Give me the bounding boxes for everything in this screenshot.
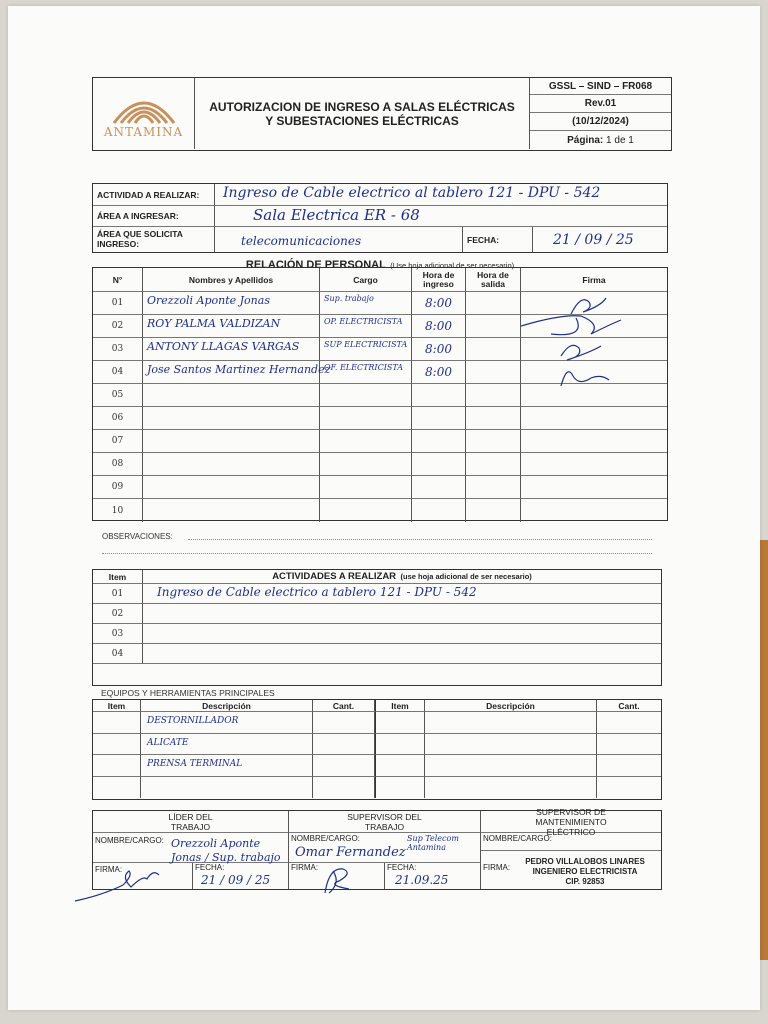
solicita-label	[93, 227, 215, 252]
mant-nombre-cell[interactable]	[481, 833, 661, 851]
actividades-title-note: (use hoja adicional de ser necesario)	[400, 572, 532, 581]
engineer-stamp	[515, 857, 655, 887]
personal-ingreso-cell[interactable]	[412, 430, 466, 453]
company-logo	[93, 78, 195, 149]
personal-name-cell[interactable]: ROY PALMA VALDIZAN	[143, 315, 320, 338]
title-line-1: AUTORIZACION DE INGRESO A SALAS ELÉCTRICAS	[209, 99, 515, 114]
col-nombres: Nombres y Apellidos	[143, 268, 320, 292]
lider-nombre-value: Orezzoli Aponte Jonas / Sup. trabajo	[171, 837, 281, 864]
table-row	[93, 734, 661, 756]
personal-firma-cell[interactable]	[521, 499, 667, 522]
lider-firma-cell[interactable]	[93, 863, 193, 889]
equipo-left-description[interactable]: PRENSA TERMINAL	[141, 755, 313, 777]
personal-n-cell: 05	[93, 384, 143, 407]
personal-n-cell: 03	[93, 338, 143, 361]
solicita-label-2: INGRESO:	[97, 239, 140, 249]
personal-cargo-cell[interactable]	[320, 430, 412, 453]
actividad-value[interactable]: Ingreso de Cable electrico al tablero 121 - DPU - 542	[215, 184, 667, 206]
personal-cargo-cell[interactable]: OF. ELECTRICISTA	[320, 361, 412, 384]
table-row	[93, 712, 661, 734]
actividad-label: ACTIVIDAD A REALIZAR:	[93, 184, 215, 206]
table-row	[93, 407, 667, 430]
personal-cargo-cell[interactable]	[320, 499, 412, 522]
equipo-right-cant[interactable]	[597, 712, 661, 734]
actividad-description[interactable]: Ingreso de Cable electrico a tablero 121 - DPU - 542	[143, 584, 661, 604]
lider-fecha-cell[interactable]	[193, 863, 289, 889]
solicita-label-1: ÁREA QUE SOLICITA	[97, 229, 183, 239]
personal-n-cell: 04	[93, 361, 143, 384]
personal-cargo-cell[interactable]: SUP ELECTRICISTA	[320, 338, 412, 361]
table-row	[93, 755, 661, 777]
actividades-title-text: ACTIVIDADES A REALIZAR	[272, 571, 397, 582]
personal-salida-cell[interactable]	[466, 292, 521, 315]
actividad-item-number: 04	[93, 644, 143, 664]
personal-ingreso-cell[interactable]	[412, 476, 466, 499]
personal-name-cell[interactable]	[143, 499, 320, 522]
equipo-right-description[interactable]	[425, 712, 597, 734]
equipo-left-item[interactable]	[93, 734, 141, 756]
lider-fecha-value: 21 / 09 / 25	[201, 873, 271, 887]
personal-n-cell: 09	[93, 476, 143, 499]
supervisor-fecha-value: 21.09.25	[395, 873, 449, 887]
personal-n-cell: 10	[93, 499, 143, 522]
personal-ingreso-cell[interactable]	[412, 384, 466, 407]
title-line-2: Y SUBESTACIONES ELÉCTRICAS	[265, 113, 459, 128]
form-revision: Rev.01	[530, 95, 671, 113]
supervisor-nombre-cell[interactable]	[289, 833, 481, 863]
list-item	[93, 644, 661, 664]
personal-name-cell[interactable]: Jose Santos Martinez Hernandez	[143, 361, 320, 384]
personal-salida-cell[interactable]	[466, 315, 521, 338]
col-ingreso: Hora de ingreso	[412, 268, 466, 292]
personal-firma-cell[interactable]	[521, 407, 667, 430]
supervisor-nombre-label: NOMBRE/CARGO:	[291, 834, 360, 843]
personal-cargo-cell[interactable]	[320, 476, 412, 499]
company-name: ANTAMINA	[103, 124, 184, 139]
firmas-table	[92, 806, 662, 890]
personal-ingreso-cell[interactable]	[412, 453, 466, 476]
equipos-left-desc-header: Descripción	[141, 700, 313, 712]
equipos-left-item-header: Item	[93, 700, 141, 712]
personal-salida-cell[interactable]	[466, 499, 521, 522]
observaciones-line-1[interactable]	[188, 539, 652, 540]
personal-firma-cell[interactable]	[521, 430, 667, 453]
equipo-left-item[interactable]	[93, 712, 141, 734]
area-label: ÁREA A INGRESAR:	[93, 206, 215, 227]
mountain-logo-icon	[109, 89, 179, 125]
personal-salida-cell[interactable]	[466, 476, 521, 499]
equipo-right-item[interactable]	[375, 734, 425, 756]
personal-title-text: RELACIÓN DE PERSONAL	[245, 259, 386, 271]
actividad-description[interactable]	[143, 624, 661, 644]
fecha-value[interactable]: 21 / 09 / 25	[553, 232, 634, 248]
supervisor-cargo-value: Sup Telecom Antamina	[407, 834, 459, 852]
table-row	[93, 476, 667, 499]
equipo-left-cant[interactable]	[313, 755, 375, 777]
personal-name-cell[interactable]	[143, 476, 320, 499]
col-cargo: Cargo	[320, 268, 412, 292]
col-salida: Hora de salida	[466, 268, 521, 292]
equipo-left-description[interactable]: DESTORNILLADOR	[141, 712, 313, 734]
equipos-right-desc-header: Descripción	[425, 700, 597, 712]
equipos-right-cant-header: Cant.	[597, 700, 661, 712]
personal-name-cell[interactable]	[143, 407, 320, 430]
equipos-table	[92, 699, 662, 800]
equipo-left-description[interactable]	[141, 777, 313, 799]
equipo-left-cant[interactable]	[313, 734, 375, 756]
personal-salida-cell[interactable]	[466, 407, 521, 430]
list-item	[93, 624, 661, 644]
mant-nombre-label: NOMBRE/CARGO:	[483, 834, 552, 843]
personal-ingreso-cell[interactable]: 8:00	[412, 292, 466, 315]
personal-n-cell: 01	[93, 292, 143, 315]
personal-ingreso-cell[interactable]: 8:00	[412, 338, 466, 361]
personal-n-cell: 08	[93, 453, 143, 476]
lider-signature	[73, 865, 193, 905]
personal-ingreso-cell[interactable]	[412, 499, 466, 522]
activity-info	[92, 183, 668, 253]
equipo-right-cant[interactable]	[597, 755, 661, 777]
observaciones-label: OBSERVACIONES:	[102, 532, 173, 541]
supervisor-nombre-value: Omar Fernandez	[295, 845, 406, 860]
table-row	[93, 453, 667, 476]
supervisor-firma-label: FIRMA:	[291, 863, 319, 872]
equipo-right-item[interactable]	[375, 712, 425, 734]
col-firma: Firma	[521, 268, 667, 292]
personal-name-cell[interactable]	[143, 453, 320, 476]
equipo-right-item[interactable]	[375, 755, 425, 777]
actividades-title	[143, 570, 661, 584]
personal-salida-cell[interactable]	[466, 384, 521, 407]
equipo-left-cant[interactable]	[313, 777, 375, 799]
personal-firma-cell[interactable]	[521, 453, 667, 476]
supervisor-mant-title: SUPERVISOR DE MANTENIMIENTO ELÉCTRICO	[481, 811, 661, 833]
personal-cargo-cell[interactable]	[320, 453, 412, 476]
personal-salida-cell[interactable]	[466, 338, 521, 361]
stamp-title: INGENIERO ELECTRICISTA	[532, 867, 638, 876]
personal-cargo-cell[interactable]	[320, 407, 412, 430]
personal-firma-cell[interactable]	[521, 476, 667, 499]
equipos-rows	[93, 712, 661, 799]
personal-ingreso-cell[interactable]	[412, 407, 466, 430]
equipo-right-description[interactable]	[425, 734, 597, 756]
equipo-right-description[interactable]	[425, 777, 597, 799]
personal-title-note: (Use hoja adicional de ser necesario)	[390, 261, 515, 270]
personal-n-cell: 02	[93, 315, 143, 338]
equipos-left-cant-header: Cant.	[313, 700, 375, 712]
equipo-right-cant[interactable]	[597, 777, 661, 799]
list-item	[93, 584, 661, 604]
supervisor-firma-cell[interactable]	[289, 863, 385, 889]
form-revision-date: (10/12/2024)	[530, 113, 671, 131]
equipos-right-item-header: Item	[375, 700, 425, 712]
personal-salida-cell[interactable]	[466, 430, 521, 453]
equipo-right-description[interactable]	[425, 755, 597, 777]
personal-salida-cell[interactable]	[466, 453, 521, 476]
actividad-description[interactable]	[143, 604, 661, 624]
fecha-label: FECHA:	[463, 227, 533, 252]
personal-name-cell[interactable]	[143, 384, 320, 407]
signature-2	[521, 316, 621, 335]
table-row	[93, 430, 667, 453]
supervisor-trabajo-title: SUPERVISOR DEL TRABAJO	[289, 811, 481, 833]
equipo-left-item[interactable]	[93, 755, 141, 777]
observaciones-line-2[interactable]	[102, 553, 652, 554]
equipo-right-item[interactable]	[375, 777, 425, 799]
equipos-title: EQUIPOS Y HERRAMIENTAS PRINCIPALES	[101, 688, 275, 698]
personal-ingreso-cell[interactable]: 8:00	[412, 315, 466, 338]
table-row	[93, 777, 661, 799]
equipo-left-item[interactable]	[93, 777, 141, 799]
page-value: 1 de 1	[606, 134, 634, 146]
actividades-item-header: Item	[93, 570, 143, 584]
personal-salida-cell[interactable]	[466, 361, 521, 384]
lider-nombre-label: NOMBRE/CARGO:	[95, 836, 164, 845]
personal-signatures	[521, 294, 667, 394]
stamp-name: PEDRO VILLALOBOS LINARES	[525, 857, 645, 866]
lider-fecha-label: FECHA:	[195, 863, 225, 872]
equipo-left-description[interactable]: ALICATE	[141, 734, 313, 756]
actividades-table	[92, 569, 662, 686]
stamp-cip: CIP. 92853	[565, 877, 605, 886]
actividad-description[interactable]	[143, 644, 661, 664]
form-page	[530, 131, 671, 149]
form-header	[92, 77, 672, 151]
list-item	[93, 604, 661, 624]
supervisor-fecha-cell[interactable]	[385, 863, 481, 889]
signature-1	[571, 298, 606, 314]
personal-cargo-cell[interactable]	[320, 384, 412, 407]
lider-firma-label: FIRMA:	[95, 865, 123, 874]
actividad-item-number: 03	[93, 624, 143, 644]
supervisor-signature	[319, 863, 359, 897]
personal-n-cell: 07	[93, 430, 143, 453]
actividad-item-number: 01	[93, 584, 143, 604]
personal-name-cell[interactable]	[143, 430, 320, 453]
actividades-rows	[93, 584, 661, 685]
equipo-left-cant[interactable]	[313, 712, 375, 734]
mant-firma-cell[interactable]	[481, 851, 661, 889]
supervisor-fecha-label: FECHA:	[387, 863, 417, 872]
solicita-value[interactable]: telecomunicaciones	[215, 227, 463, 252]
page-label: Página:	[567, 134, 604, 146]
mant-firma-label: FIRMA:	[483, 863, 511, 872]
personal-table	[92, 267, 668, 521]
area-value[interactable]: Sala Electrica ER - 68	[215, 206, 667, 227]
lider-nombre-cell[interactable]	[93, 833, 289, 863]
table-row	[93, 499, 667, 522]
personal-name-cell[interactable]: ANTONY LLAGAS VARGAS	[143, 338, 320, 361]
personal-name-cell[interactable]: Orezzoli Aponte Jonas	[143, 292, 320, 315]
signature-4	[561, 372, 609, 386]
personal-n-cell: 06	[93, 407, 143, 430]
personal-cargo-cell[interactable]: Sup. trabajo	[320, 292, 412, 315]
form-title	[195, 78, 530, 149]
signature-3	[561, 345, 601, 360]
lider-title: LÍDER DEL TRABAJO	[93, 811, 289, 833]
actividad-item-number: 02	[93, 604, 143, 624]
form-sheet	[8, 6, 760, 1010]
equipo-right-cant[interactable]	[597, 734, 661, 756]
personal-cargo-cell[interactable]: OP. ELECTRICISTA	[320, 315, 412, 338]
form-code: GSSL – SIND – FR068	[530, 78, 671, 95]
col-n: N°	[93, 268, 143, 292]
personal-ingreso-cell[interactable]: 8:00	[412, 361, 466, 384]
